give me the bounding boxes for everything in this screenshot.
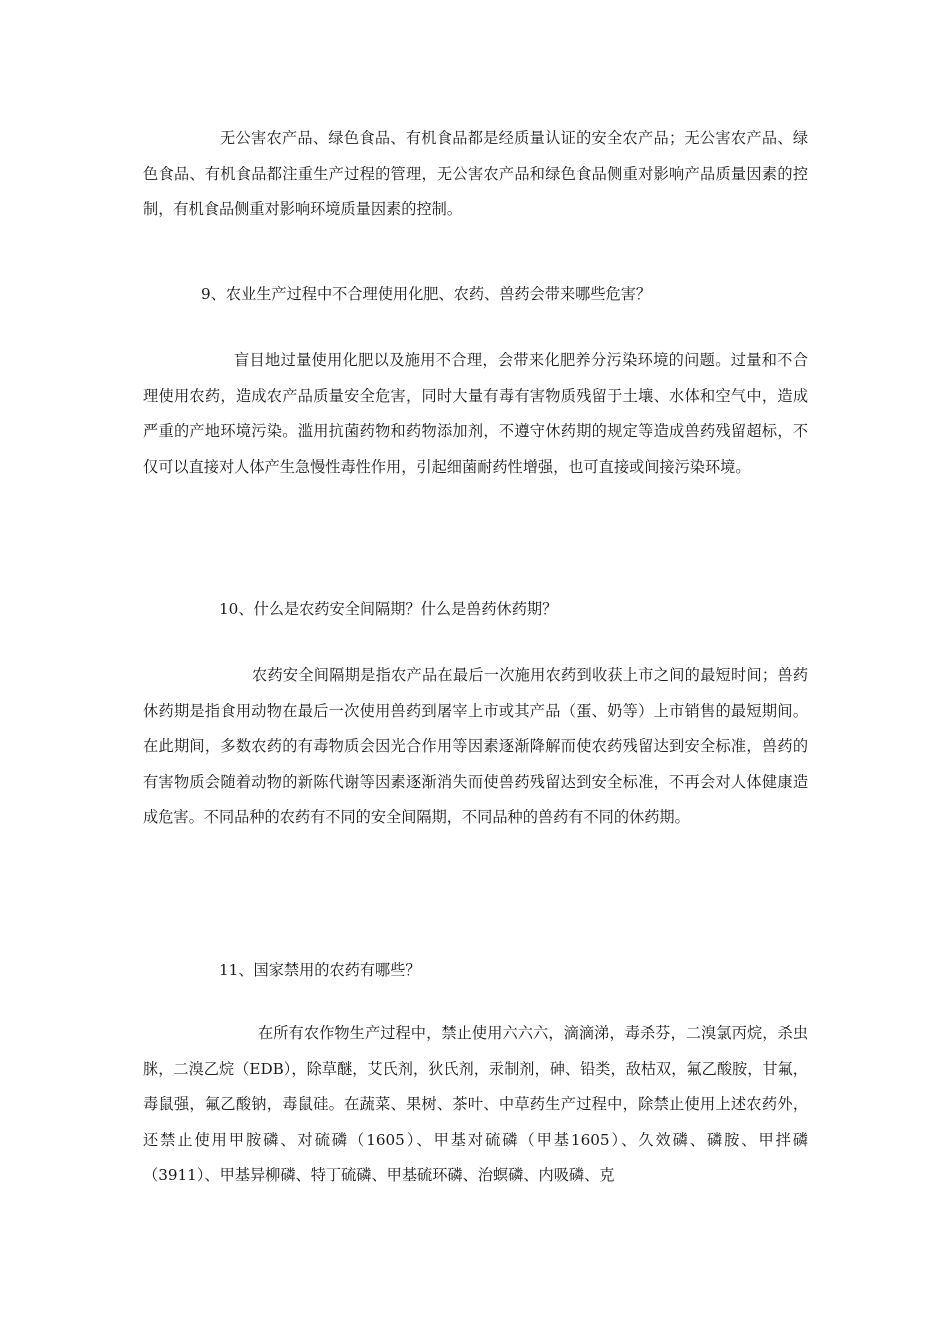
answer-11-paragraph: 在所有农作物生产过程中，禁止使用六六六，滴滴涕，毒杀芬，二溴氯丙烷，杀虫脒，二溴乙烷（EDB），除草醚，艾氏剂，狄氏剂，汞制剂，砷、铅类，敌枯双，氟乙酸胺，甘氟，毒鼠强，氟乙酸钠，毒鼠硅。在蔬菜、果树、茶叶、中草药生产过程中，除禁止使用上述农药外，还禁止使用甲胺磷、对硫磷（1605）、甲基对硫磷（甲基1605）、久效磷、磷胺、甲拌磷（3911）、甲基异柳磷、特丁硫磷、甲基硫环磷、治螟磷、内吸磷、克 [143,1024,808,1184]
answer-9-paragraph: 盲目地过量使用化肥以及施用不合理，会带来化肥养分污染环境的问题。过量和不合理使用农药，造成农产品质量安全危害，同时大量有毒有害物质残留于土壤、水体和空气中，造成严重的产地环境污染。滥用抗菌药物和药物添加剂，不遵守休药期的规定等造成兽药残留超标，不仅可以直接对人体产生急慢性毒性作用，引起细菌耐药性增强，也可直接或间接污染环境。 [143,351,808,476]
question-10-heading: 10、什么是农药安全间隔期？什么是兽药休药期？ [219,600,558,618]
question-11-heading: 11、国家禁用的农药有哪些？ [219,961,421,979]
answer-10-paragraph: 农药安全间隔期是指农产品在最后一次施用农药到收获上市之间的最短时间；兽药休药期是指食用动物在最后一次使用兽药到屠宰上市或其产品（蛋、奶等）上市销售的最短期间。在此期间，多数农药的有毒物质会因光合作用等因素逐渐降解而使农药残留达到安全标准，兽药的有害物质会随着动物的新陈代谢等因素逐渐消失而使兽药残留达到安全标准，不再会对人体健康造成危害。不同品种的农药有不同的安全间隔期，不同品种的兽药有不同的休药期。 [143,666,808,826]
paragraph-certified-products: 无公害农产品、绿色食品、有机食品都是经质量认证的安全农产品；无公害农产品、绿色食品、有机食品都注重生产过程的管理，无公害农产品和绿色食品侧重对影响产品质量因素的控制，有机食品侧重对影响环境质量因素的控制。 [143,129,808,218]
question-9-heading: 9、农业生产过程中不合理使用化肥、农药、兽药会带来哪些危害？ [201,285,652,303]
